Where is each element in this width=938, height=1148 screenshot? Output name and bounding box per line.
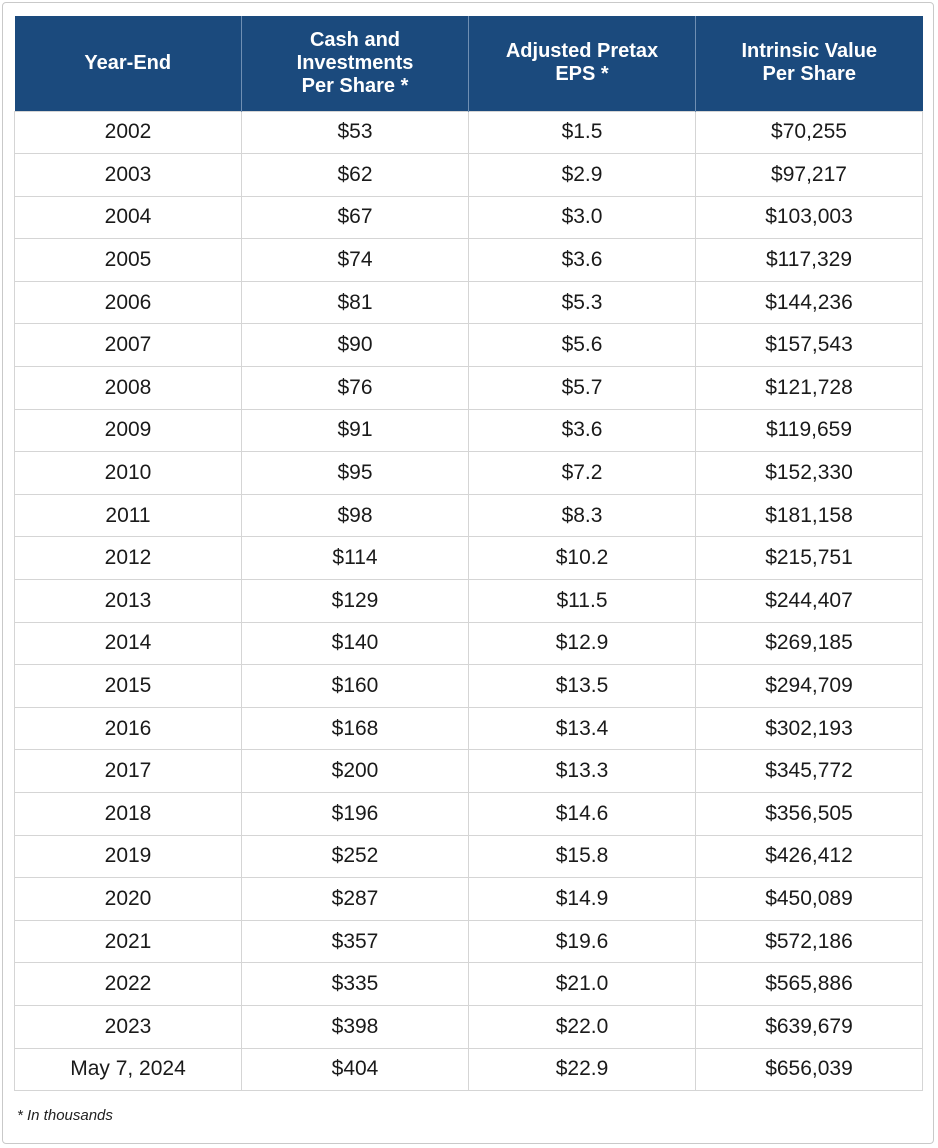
adjusted-pretax-eps-cell: $14.6 xyxy=(469,793,696,836)
table-row xyxy=(15,494,923,537)
cash-investments-cell: $335 xyxy=(242,963,469,1006)
year-cell: 2014 xyxy=(15,622,242,665)
table-row xyxy=(15,111,923,154)
table-row xyxy=(15,1048,923,1091)
intrinsic-value-cell: $656,039 xyxy=(696,1048,923,1091)
header-intrinsic-value xyxy=(696,16,923,111)
table-row xyxy=(15,622,923,665)
adjusted-pretax-eps-cell: $13.3 xyxy=(469,750,696,793)
table-row xyxy=(15,920,923,963)
adjusted-pretax-eps-cell: $8.3 xyxy=(469,494,696,537)
adjusted-pretax-eps-cell: $10.2 xyxy=(469,537,696,580)
cash-investments-cell: $168 xyxy=(242,707,469,750)
cash-investments-cell: $91 xyxy=(242,409,469,452)
header-year-end xyxy=(15,16,242,111)
table-row xyxy=(15,580,923,623)
intrinsic-value-cell: $117,329 xyxy=(696,239,923,282)
intrinsic-value-cell: $565,886 xyxy=(696,963,923,1006)
cash-investments-cell: $67 xyxy=(242,196,469,239)
header-adjusted-pretax-eps xyxy=(469,16,696,111)
table-row xyxy=(15,324,923,367)
year-cell: 2004 xyxy=(15,196,242,239)
header-line: Intrinsic Value xyxy=(741,40,878,63)
intrinsic-value-cell: $144,236 xyxy=(696,281,923,324)
adjusted-pretax-eps-cell: $3.6 xyxy=(469,409,696,452)
intrinsic-value-cell: $103,003 xyxy=(696,196,923,239)
cash-investments-cell: $114 xyxy=(242,537,469,580)
table-row xyxy=(15,154,923,197)
cash-investments-cell: $53 xyxy=(242,111,469,154)
adjusted-pretax-eps-cell: $14.9 xyxy=(469,878,696,921)
table-row xyxy=(15,281,923,324)
year-cell: 2007 xyxy=(15,324,242,367)
intrinsic-value-cell: $121,728 xyxy=(696,367,923,410)
intrinsic-value-cell: $639,679 xyxy=(696,1005,923,1048)
adjusted-pretax-eps-cell: $5.3 xyxy=(469,281,696,324)
year-cell: 2008 xyxy=(15,367,242,410)
intrinsic-value-cell: $345,772 xyxy=(696,750,923,793)
table-row xyxy=(15,367,923,410)
footnote: * In thousands xyxy=(17,1107,113,1124)
adjusted-pretax-eps-cell: $13.4 xyxy=(469,707,696,750)
cash-investments-cell: $95 xyxy=(242,452,469,495)
intrinsic-value-cell: $294,709 xyxy=(696,665,923,708)
table-row xyxy=(15,793,923,836)
table-row xyxy=(15,665,923,708)
cash-investments-cell: $98 xyxy=(242,494,469,537)
cash-investments-cell: $200 xyxy=(242,750,469,793)
adjusted-pretax-eps-cell: $11.5 xyxy=(469,580,696,623)
table-row xyxy=(15,878,923,921)
cash-investments-cell: $81 xyxy=(242,281,469,324)
cash-investments-cell: $357 xyxy=(242,920,469,963)
intrinsic-value-cell: $450,089 xyxy=(696,878,923,921)
year-cell: 2017 xyxy=(15,750,242,793)
cash-investments-cell: $398 xyxy=(242,1005,469,1048)
adjusted-pretax-eps-cell: $3.6 xyxy=(469,239,696,282)
intrinsic-value-cell: $70,255 xyxy=(696,111,923,154)
year-cell: 2012 xyxy=(15,537,242,580)
header-line: Per Share xyxy=(762,63,856,86)
table-row xyxy=(15,750,923,793)
data-table xyxy=(14,16,923,1091)
intrinsic-value-cell: $119,659 xyxy=(696,409,923,452)
adjusted-pretax-eps-cell: $1.5 xyxy=(469,111,696,154)
table-row xyxy=(15,239,923,282)
adjusted-pretax-eps-cell: $19.6 xyxy=(469,920,696,963)
year-cell: 2016 xyxy=(15,707,242,750)
header-line: Adjusted Pretax xyxy=(505,40,659,63)
cash-investments-cell: $160 xyxy=(242,665,469,708)
year-cell: 2011 xyxy=(15,494,242,537)
header-line: Investments xyxy=(296,51,414,74)
table-row xyxy=(15,196,923,239)
adjusted-pretax-eps-cell: $2.9 xyxy=(469,154,696,197)
intrinsic-value-cell: $302,193 xyxy=(696,707,923,750)
adjusted-pretax-eps-cell: $22.9 xyxy=(469,1048,696,1091)
intrinsic-value-cell: $572,186 xyxy=(696,920,923,963)
intrinsic-value-cell: $215,751 xyxy=(696,537,923,580)
cash-investments-cell: $74 xyxy=(242,239,469,282)
adjusted-pretax-eps-cell: $5.7 xyxy=(469,367,696,410)
adjusted-pretax-eps-cell: $13.5 xyxy=(469,665,696,708)
cash-investments-cell: $76 xyxy=(242,367,469,410)
year-cell: 2015 xyxy=(15,665,242,708)
table-row xyxy=(15,835,923,878)
intrinsic-value-cell: $356,505 xyxy=(696,793,923,836)
year-cell: 2018 xyxy=(15,793,242,836)
year-cell: 2005 xyxy=(15,239,242,282)
table-body xyxy=(15,111,923,1091)
adjusted-pretax-eps-cell: $3.0 xyxy=(469,196,696,239)
cash-investments-cell: $404 xyxy=(242,1048,469,1091)
intrinsic-value-cell: $269,185 xyxy=(696,622,923,665)
header-line: Per Share * xyxy=(301,74,409,97)
adjusted-pretax-eps-cell: $22.0 xyxy=(469,1005,696,1048)
header-line: EPS * xyxy=(555,63,609,86)
adjusted-pretax-eps-cell: $15.8 xyxy=(469,835,696,878)
adjusted-pretax-eps-cell: $5.6 xyxy=(469,324,696,367)
cash-investments-cell: $140 xyxy=(242,622,469,665)
adjusted-pretax-eps-cell: $12.9 xyxy=(469,622,696,665)
cash-investments-cell: $252 xyxy=(242,835,469,878)
year-cell: 2010 xyxy=(15,452,242,495)
year-cell: 2006 xyxy=(15,281,242,324)
header-line: Cash and xyxy=(309,28,401,51)
cash-investments-cell: $90 xyxy=(242,324,469,367)
intrinsic-value-cell: $244,407 xyxy=(696,580,923,623)
table-row xyxy=(15,963,923,1006)
year-cell: 2019 xyxy=(15,835,242,878)
year-cell: 2002 xyxy=(15,111,242,154)
table-row xyxy=(15,537,923,580)
year-cell: May 7, 2024 xyxy=(15,1048,242,1091)
table-row xyxy=(15,409,923,452)
cash-investments-cell: $129 xyxy=(242,580,469,623)
intrinsic-value-cell: $426,412 xyxy=(696,835,923,878)
year-cell: 2022 xyxy=(15,963,242,1006)
cash-investments-cell: $287 xyxy=(242,878,469,921)
cash-investments-cell: $62 xyxy=(242,154,469,197)
header-cash-investments xyxy=(242,16,469,111)
adjusted-pretax-eps-cell: $21.0 xyxy=(469,963,696,1006)
year-cell: 2013 xyxy=(15,580,242,623)
intrinsic-value-cell: $181,158 xyxy=(696,494,923,537)
intrinsic-value-cell: $97,217 xyxy=(696,154,923,197)
table-row xyxy=(15,707,923,750)
intrinsic-value-cell: $157,543 xyxy=(696,324,923,367)
year-cell: 2020 xyxy=(15,878,242,921)
year-cell: 2009 xyxy=(15,409,242,452)
year-cell: 2021 xyxy=(15,920,242,963)
adjusted-pretax-eps-cell: $7.2 xyxy=(469,452,696,495)
table-row xyxy=(15,1005,923,1048)
intrinsic-value-cell: $152,330 xyxy=(696,452,923,495)
cash-investments-cell: $196 xyxy=(242,793,469,836)
year-cell: 2023 xyxy=(15,1005,242,1048)
year-cell: 2003 xyxy=(15,154,242,197)
header-row xyxy=(15,16,923,111)
header-line: Year-End xyxy=(84,51,172,74)
table-row xyxy=(15,452,923,495)
